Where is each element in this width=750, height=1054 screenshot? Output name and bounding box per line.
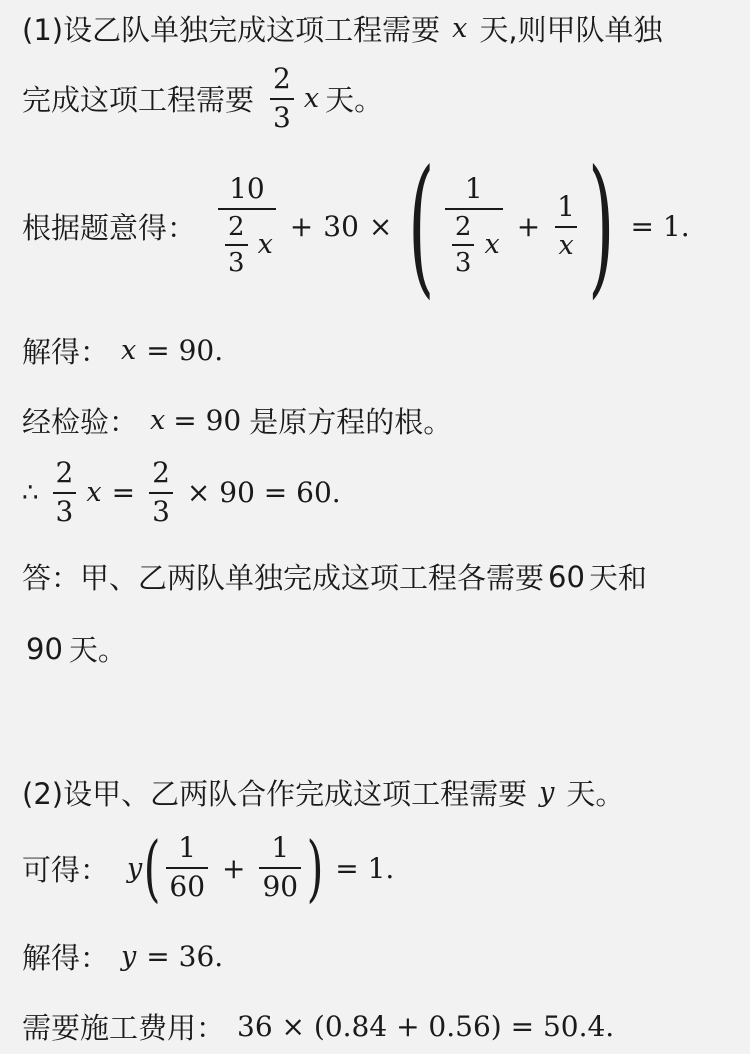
part2-intro-line <box>22 772 624 813</box>
numerator: 1 <box>557 189 575 223</box>
right-paren: ) <box>588 139 615 313</box>
label: 根据题意得： <box>22 210 197 245</box>
plus: + <box>516 209 541 243</box>
big-fraction <box>218 174 276 278</box>
text: 天,则甲队单独 <box>479 13 663 47</box>
denominator: 3 <box>452 244 475 278</box>
var-x: x <box>484 229 500 261</box>
numerator: 1 <box>271 831 290 865</box>
var-x: x <box>121 335 137 366</box>
var-y: y <box>127 852 143 884</box>
rhs: = 1. <box>335 851 395 885</box>
label: 需要施工费用： <box>22 1011 226 1045</box>
expression: 36 × (0.84 + 0.56) = 50.4. <box>237 1010 615 1043</box>
fraction <box>445 174 503 278</box>
fraction <box>149 458 173 528</box>
text: (1)设乙队单独完成这项工程需要 <box>22 13 441 47</box>
number: 60 <box>548 559 585 594</box>
denominator: 3 <box>53 492 77 528</box>
therefore-symbol: ∴ <box>22 477 39 508</box>
part2-cost <box>22 1006 614 1047</box>
var-x: x <box>452 13 468 44</box>
part1-answer <box>22 556 647 597</box>
part2-solution <box>22 936 223 977</box>
numerator: 1 <box>178 831 197 865</box>
var-x: x <box>303 83 320 115</box>
denominator: x <box>555 226 576 261</box>
number: 30 <box>323 209 359 243</box>
part1-solution <box>22 330 223 371</box>
fraction <box>270 64 294 134</box>
var-x: x <box>150 405 166 436</box>
fraction <box>259 833 301 903</box>
fraction <box>554 189 578 261</box>
text: 完成这项工程需要 <box>22 83 255 118</box>
rhs: = 90 <box>173 404 242 437</box>
denominator: 3 <box>270 98 294 134</box>
text: 天。 <box>325 83 384 118</box>
left-paren: ( <box>408 139 435 313</box>
equals: = <box>111 476 136 510</box>
numerator: 2 <box>55 456 74 489</box>
denominator: 3 <box>225 244 248 278</box>
part1-intro-line <box>22 8 663 49</box>
rhs: = 36. <box>146 940 224 973</box>
inner-fraction <box>452 213 475 278</box>
plus: + <box>289 209 314 243</box>
denominator: 3 <box>149 492 173 528</box>
numerator: 2 <box>454 211 472 242</box>
fraction <box>166 833 208 903</box>
left-paren: ( <box>143 826 161 910</box>
part2-equation <box>22 826 394 910</box>
right-paren: ) <box>306 826 324 910</box>
rhs: = 90. <box>146 334 224 367</box>
numerator: 2 <box>228 211 245 242</box>
var-x: x <box>86 477 102 509</box>
denominator <box>445 208 503 278</box>
part1-check <box>22 400 452 441</box>
label: 解得： <box>22 941 110 975</box>
var-y: y <box>539 777 555 808</box>
times: × <box>368 209 393 243</box>
number: 90 <box>26 631 63 666</box>
part1-therefore <box>22 458 341 528</box>
plus: + <box>222 851 246 885</box>
denominator: 60 <box>166 867 208 903</box>
inner-fraction <box>225 213 248 278</box>
label: 经检验： <box>22 405 139 439</box>
var-y: y <box>121 941 137 972</box>
part1-line2 <box>22 64 383 134</box>
label: 解得： <box>22 335 110 369</box>
numerator: 10 <box>229 172 265 205</box>
numerator: 2 <box>273 62 291 95</box>
part1-answer-cont <box>26 628 127 669</box>
part1-equation <box>22 139 690 313</box>
text: 天。 <box>68 633 127 667</box>
numerator: 1 <box>464 172 483 205</box>
text: 是原方程的根。 <box>249 405 453 439</box>
text: 答：甲、乙两队单独完成这项工程各需要 <box>22 561 545 595</box>
numerator: 2 <box>152 456 170 489</box>
text: 天和 <box>588 561 647 595</box>
denominator: 90 <box>259 867 301 903</box>
var-x: x <box>257 229 273 261</box>
denominator <box>218 208 276 278</box>
text: 天。 <box>566 777 625 811</box>
rhs: = 1. <box>630 209 690 243</box>
text: (2)设甲、乙两队合作完成这项工程需要 <box>22 777 528 811</box>
fraction <box>53 458 77 528</box>
expression: × 90 = 60. <box>186 476 341 510</box>
label: 可得： <box>22 852 110 887</box>
